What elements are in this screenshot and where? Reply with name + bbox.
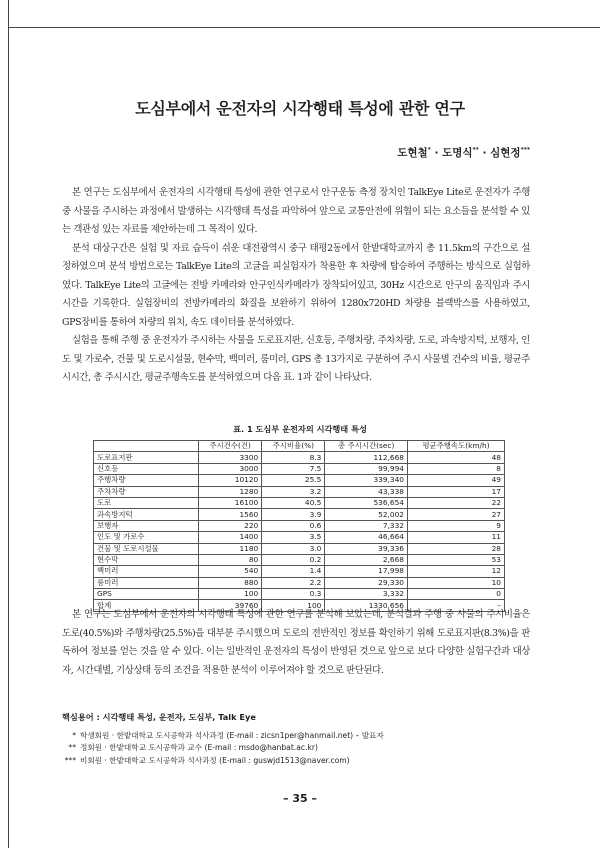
table-cell: 3.9 [262, 509, 325, 520]
abstract-paragraph: 실험을 통해 주행 중 운전자가 주시하는 사물을 도로표지판, 신호등, 주행차량, 주차차량, 도로, 과속방지턱, 보행자, 인도 및 가로수, 건물 및 도로시설물, 현수막, 백미러, 룸미러, GPS 총 13가지로 구분하여 주시 사물별 건수의 비율, 평균주시시간, 총 주시시간, 평균주행속도를 분석하였으며 다음 표. 1과 같이 나타났다. [62, 335, 530, 383]
page-frame-top [8, 0, 600, 28]
table-cell: 0.3 [262, 589, 325, 600]
table-row [94, 577, 505, 588]
table-cell: 11 [408, 532, 505, 543]
table-cell: 112,668 [325, 452, 408, 463]
author-separator: · [482, 147, 487, 159]
row-label: 현수막 [94, 554, 199, 565]
table-cell: 100 [262, 600, 325, 611]
table-cell: 7.5 [262, 463, 325, 474]
row-label: GPS [94, 589, 199, 600]
author-line [0, 145, 530, 160]
table-cell: 17 [408, 486, 505, 497]
table-cell: 880 [199, 577, 262, 588]
author-2-mark: ** [472, 146, 479, 154]
footnote [62, 755, 384, 767]
table-cell: 28 [408, 543, 505, 554]
footnote-text: 정회원 · 한밭대학교 도시공학과 교수 (E-mail : msdo@hanbat.ac.kr) [80, 743, 318, 753]
table-cell: 2,668 [325, 554, 408, 565]
table-row [94, 509, 505, 520]
table-cell: 1400 [199, 532, 262, 543]
table-cell: 1560 [199, 509, 262, 520]
paper-title: 도심부에서 운전자의 시각행태 특성에 관한 연구 [135, 99, 465, 118]
table-cell: 9 [408, 520, 505, 531]
footnote-mark: ** [68, 743, 76, 753]
table-cell: 10120 [199, 475, 262, 486]
table-cell: 2.2 [262, 577, 325, 588]
table-row [94, 463, 505, 474]
table-cell: 536,654 [325, 497, 408, 508]
header-cell: 주시비율(%) [262, 441, 325, 452]
table-header-row [94, 441, 505, 452]
table-cell: 29,330 [325, 577, 408, 588]
table-cell: 12 [408, 566, 505, 577]
footnote [62, 742, 384, 754]
table-row [94, 543, 505, 554]
author-2: 도명식 [442, 147, 473, 159]
row-label: 룸미러 [94, 577, 199, 588]
table-row [94, 532, 505, 543]
table-cell: 3,332 [325, 589, 408, 600]
table-cell: 49 [408, 475, 505, 486]
table-cell: 27 [408, 509, 505, 520]
row-label: 백미러 [94, 566, 199, 577]
row-label: 건물 및 도로시설물 [94, 543, 199, 554]
row-label: 주행차량 [94, 475, 199, 486]
table-cell: 22 [408, 497, 505, 508]
row-label: 인도 및 가로수 [94, 532, 199, 543]
row-label: 과속방지턱 [94, 509, 199, 520]
abstract-intro [62, 184, 530, 388]
table-row [94, 475, 505, 486]
table-cell: 0.6 [262, 520, 325, 531]
abstract-paragraph: 분석 대상구간은 실험 및 자료 습득이 쉬운 대전광역시 중구 태평2동에서 한밭대학교까지 총 11.5km의 구간으로 설정하였으며 분석 방법으로는 TalkEye Lite의 고글을 피실험자가 착용한 후 차량에 탑승하여 주행하는 방식으로 실험하였다. TalkEye Lite의 고글에는 전방 카메라와 안구인식카메라가 장착되어있고, 30Hz 시간으로 안구의 움직임과 주시시간을 기록한다. 실험장비의 전방카메라의 화질을 보완하기 위하여 1280x720HD 차량용 블랙박스를 사용하였고, GPS장비를 통하여 차량의 위치, 속도 데이터를 분석하였다. [62, 242, 530, 328]
table-cell: 339,340 [325, 475, 408, 486]
author-1-mark: * [427, 146, 431, 154]
table-cell: 1.4 [262, 566, 325, 577]
table-cell: 3.0 [262, 543, 325, 554]
author-3-mark: *** [520, 146, 530, 154]
author-separator: · [434, 147, 439, 159]
table-cell: 8.3 [262, 452, 325, 463]
table-cell: – [408, 600, 505, 611]
table-cell: 17,998 [325, 566, 408, 577]
table-cell: 220 [199, 520, 262, 531]
row-label: 신호등 [94, 463, 199, 474]
table-cell: 10 [408, 577, 505, 588]
table-cell: 53 [408, 554, 505, 565]
table-caption: 표. 1 도심부 운전자의 시각행태 특성 [233, 424, 367, 434]
results-table [93, 440, 505, 612]
author-1: 도현철 [397, 147, 428, 159]
abstract-paragraph: 본 연구는 도심부에서 운전자의 시각행태 특성에 관한 연구로서 안구운동 측정 장치인 TalkEye Lite로 운전자가 주행 중 사물을 주시하는 과정에서 발생하는 시각행태 특성을 파악하여 앞으로 교통안전에 위협이 되는 요소들을 분석할 수 있는 객관성 있는 자료를 제안하는데 그 목적이 있다. [62, 187, 530, 235]
row-label: 도로표지판 [94, 452, 199, 463]
table-cell: 52,002 [325, 509, 408, 520]
table-cell: 0.2 [262, 554, 325, 565]
abstract-conclusion [62, 606, 530, 680]
row-label: 도로 [94, 497, 199, 508]
footnote-text: 학생회원 · 한밭대학교 도시공학과 석사과정 (E-mail : zicsn1per@hanmail.net) – 발표자 [80, 731, 384, 740]
table-cell: 39760 [199, 600, 262, 611]
table-cell: 540 [199, 566, 262, 577]
row-label: 합계 [94, 600, 199, 611]
table-cell: 3000 [199, 463, 262, 474]
table-cell: 1330,656 [325, 600, 408, 611]
table-cell: 39,336 [325, 543, 408, 554]
table-cell: 100 [199, 589, 262, 600]
table-cell: 40.5 [262, 497, 325, 508]
table-row [94, 452, 505, 463]
footnote-mark: *** [64, 755, 76, 765]
author-3: 심현정 [490, 147, 521, 159]
table-row [94, 589, 505, 600]
table-cell: 3.2 [262, 486, 325, 497]
keywords: 핵심용어 : 시각행태 특성, 운전자, 도심부, Talk Eye [62, 712, 256, 722]
table-cell: 99,994 [325, 463, 408, 474]
page-number: – 35 – [283, 792, 317, 805]
table-row [94, 497, 505, 508]
header-cell [94, 441, 199, 452]
footnotes [62, 730, 384, 767]
header-cell: 총 주시시간(sec) [325, 441, 408, 452]
table-cell: 46,664 [325, 532, 408, 543]
table-cell: 1280 [199, 486, 262, 497]
header-cell: 평균주행속도(km/h) [408, 441, 505, 452]
abstract-paragraph: 본 연구는 도심부에서 운전자의 시각행태 특성에 관한 연구를 분석해 보았는데, 분석결과 주행 중 사물의 주시비율은 도로(40.5%)와 주행차량(25.5%)을 대부분 주시했으며 도로의 전반적인 정보를 확인하기 위해 도로표지판(8.3%)을 판독하여 정보를 얻는 것을 알 수 있다. 이는 일반적인 운전자의 특성이 반영된 것으로 앞으로 보다 다양한 실험구간과 대상자, 시간대별, 기상상태 등의 조건을 적용한 분석이 이루어져야 할 것으로 판단된다. [62, 609, 530, 676]
footnote-text: 비회원 · 한밭대학교 도시공학과 석사과정 (E-mail : guswjd1513@naver.com) [80, 755, 350, 765]
table-cell: 48 [408, 452, 505, 463]
table-row [94, 486, 505, 497]
row-label: 주차차량 [94, 486, 199, 497]
table-cell: 25.5 [262, 475, 325, 486]
row-label: 보행자 [94, 520, 199, 531]
table-cell: 80 [199, 554, 262, 565]
table-cell: 8 [408, 463, 505, 474]
table-cell: 3300 [199, 452, 262, 463]
footnote-mark: * [72, 731, 76, 740]
footnote [62, 730, 384, 742]
table-cell: 7,332 [325, 520, 408, 531]
table-row [94, 554, 505, 565]
table-row [94, 520, 505, 531]
table-cell: 1180 [199, 543, 262, 554]
table-cell: 16100 [199, 497, 262, 508]
table-body [94, 452, 505, 611]
header-cell: 주시건수(건) [199, 441, 262, 452]
table-row [94, 566, 505, 577]
table-cell: 43,338 [325, 486, 408, 497]
table-cell: 3.5 [262, 532, 325, 543]
table-cell: 0 [408, 589, 505, 600]
